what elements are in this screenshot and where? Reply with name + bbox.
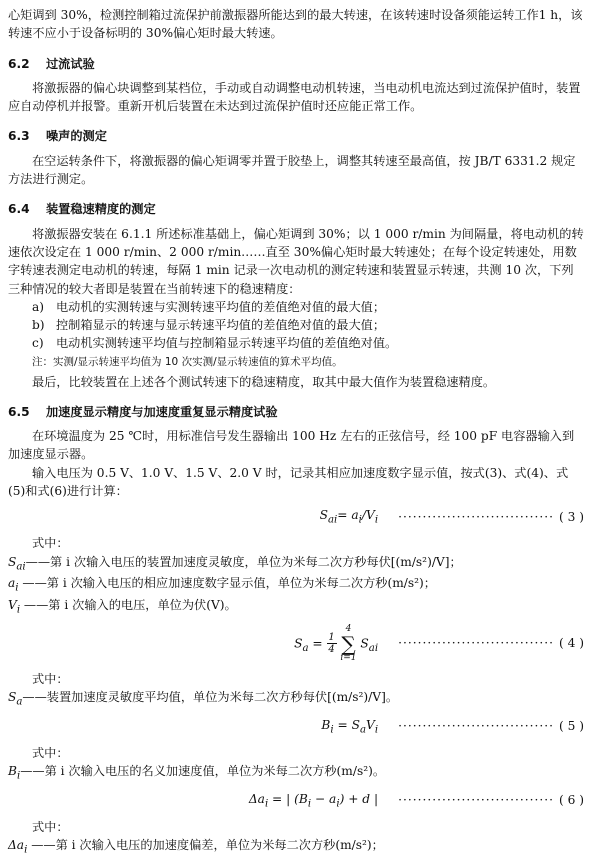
section-heading-6-4: 6.4 装置稳速精度的测定 [8,202,156,217]
list-item: c) 电动机实测转速平均值与控制箱显示转速平均值的差值绝对值。 [32,336,398,351]
criteria-list [8,298,584,353]
where-label: 式中： [32,819,69,834]
where-label: 式中： [32,536,69,551]
formula-4: $S_a$ = $\frac{1}{4}$ 4 ∑ i=1 $S_{ai}$ ································ ( 4 ) [294,623,584,663]
section-6-2-body: 将激振器的偏心块调整到某档位，手动或自动调整电动机转速，当电动机电流达到过流保护值时，装置应自动停机并报警。重新开机后装置在未达到过流保护值时还应能正常工作。 [8,80,581,114]
intro-paragraph: 心矩调到 30%，检测控制箱过流保护前激振器所能达到的最大转速，在该转速时设备须能运转工作1 h，该转速不应小于设备标明的 30%偏心矩时最大转速。 [8,8,583,41]
section-heading-6-3: 6.3 噪声的测定 [8,129,107,144]
definition: $B_i——$第 i 次输入电压的名义加速度值，单位为米每二次方秒(m/s²)。 [8,763,386,782]
formula-3: $S_{ai}= a_i/V_i$ ································ ( 3 ) [319,508,584,526]
list-item: b) 控制箱显示的转速与显示转速平均值的差值绝对值的最大值； [32,318,386,333]
section-heading-6-2: 6.2 过流试验 [8,56,95,71]
formula-number: ( 6 ) [558,793,584,808]
section-6-4-final: 最后，比较装置在上述各个测试转速下的稳速精度，取其中最大值作为装置稳速精度。 [32,374,496,389]
formula-number: ( 4 ) [558,636,584,651]
where-label: 式中： [32,671,69,686]
where-label: 式中： [32,745,69,760]
section-heading-6-5: 6.5 加速度显示精度与加速度重复显示精度试验 [8,404,278,419]
definition: $V_i$ ——第 i 次输入的电压，单位为伏(V)。 [8,597,237,616]
section-6-4-body: 将激振器安装在 6.1.1 所述标准基础上，偏心矩调到 30%；以 1 000 r/min 为间隔量，将电动机的转速依次设定在 1 000 r/min、2 000 r/min……直至 30%偏心矩时最大转速处；在每个设定转速处，用数字转速表测定电动机的转速，每隔 1 min 记录一次电动机的测定转速和装置显示转速，共测 10 次，下列三种情况的较大者即是装置在当前转速下的稳速精度： [8,226,584,296]
definition: $S_a——$装置加速度灵敏度平均值，单位为米每二次方秒每伏[(m/s²)/V]。 [8,689,399,708]
definition: $\Delta a_i$ ——第 i 次输入电压的加速度偏差，单位为米每二次方秒(m/s²)； [8,837,384,856]
section-6-5-body2: 输入电压为 0.5 V、1.0 V、1.5 V、2.0 V 时，记录其相应加速度数字显示值，按式(3)、式(4)、式(5)和式(6)进行计算： [8,465,569,498]
formula-number: ( 3 ) [558,510,584,525]
formula-5: $B_i = S_aV_i$ ································ ( 5 ) [321,717,584,736]
section-6-3-body: 在空运转条件下，将激振器的偏心矩调零并置于胶垫上，调整其转速至最高值，按 JB/T 6331.2 规定方法进行测定。 [8,153,576,187]
section-6-5-body1: 在环境温度为 25 ℃时，用标准信号发生器输出 100 Hz 左右的正弦信号，经 100 pF 电容器输入到加速度显示器。 [8,429,575,462]
definition: $a_i$ ——第 i 次输入电压的相应加速度数字显示值，单位为米每二次方秒(m/s²)； [8,576,436,594]
definition: $S_{ai}——$第 i 次输入电压的装置加速度灵敏度，单位为米每二次方秒每伏[(m/s²)/V]； [8,554,462,573]
formula-6: $\Delta a_i$ = | $(B_i - a_i) + d$ | ································ ( 6 ) [248,791,584,810]
formula-number: ( 5 ) [558,719,584,734]
note-text: 注：实测/显示转速平均值为 10 次实测/显示转速值的算术平均值。 [32,355,343,368]
list-item: a) 电动机的实测转速与实测转速平均值的差值绝对值的最大值； [32,299,386,314]
